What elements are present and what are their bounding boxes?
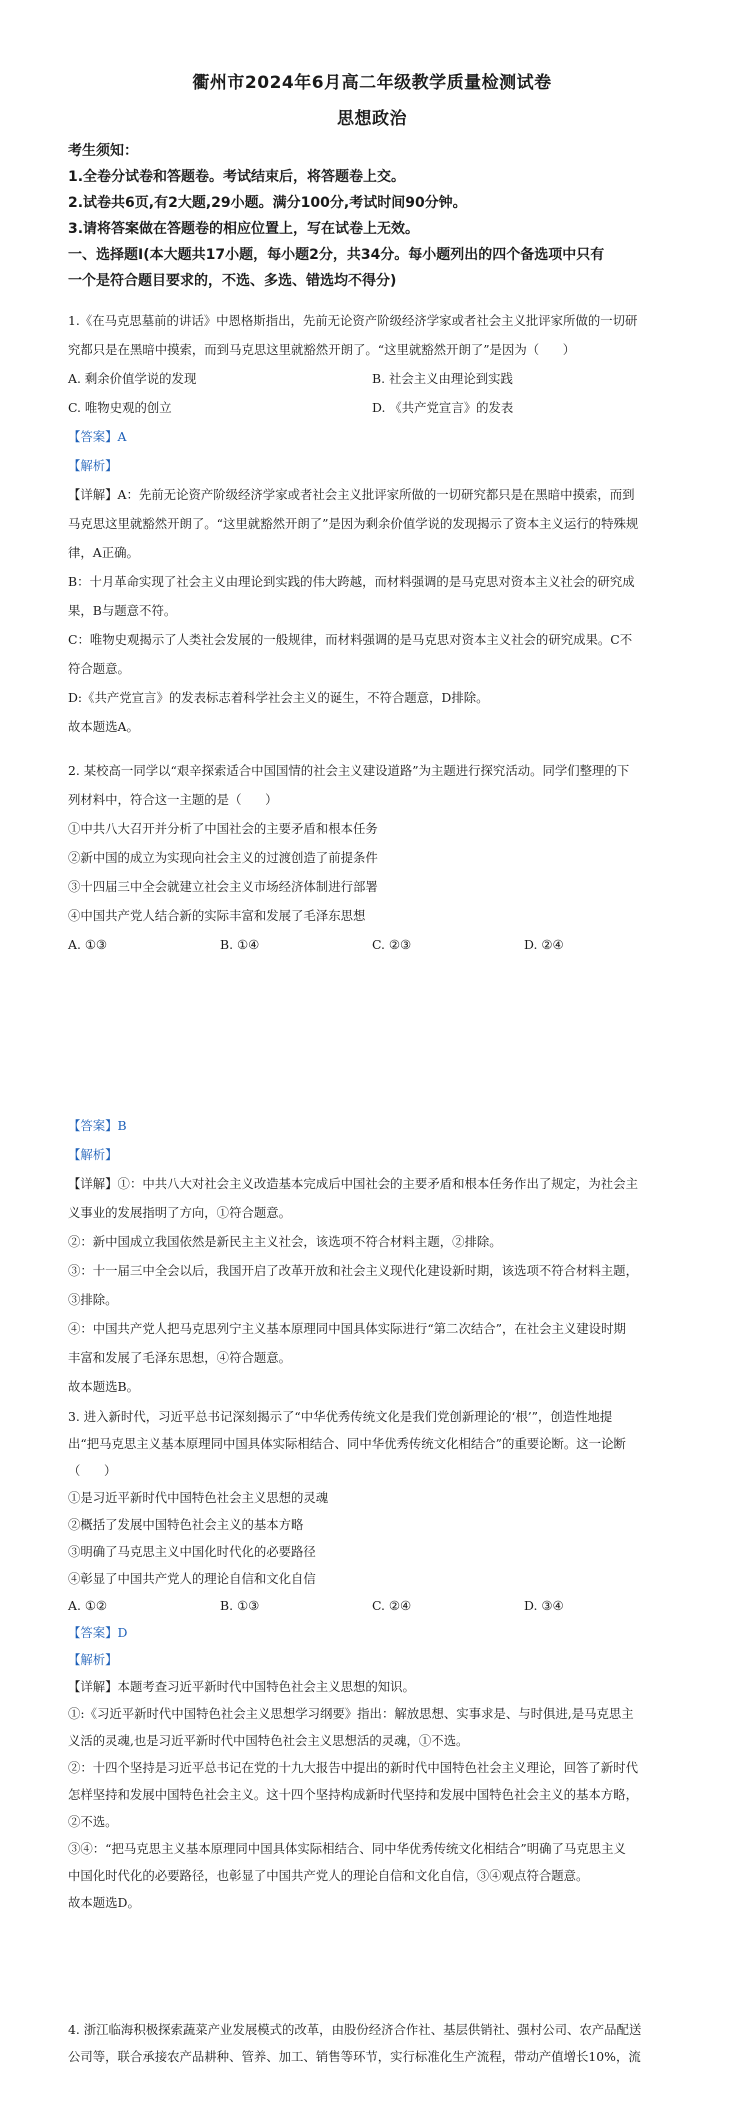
answer-tag: 【答案】B: [68, 1118, 127, 1133]
explanation-line: 丰富和发展了毛泽东思想，④符合题意。: [68, 1350, 292, 1365]
explanation-line: 故本题选B。: [68, 1379, 140, 1394]
explanation-line: ①:《习近平新时代中国特色社会主义思想学习纲要》指出：解放思想、实事求是、与时俱进,是马克思主: [68, 1706, 634, 1721]
explanation-line: ④：中国共产党人把马克思列宁主义基本原理同中国具体实际进行“第二次结合”，在社会主义建设时期: [68, 1321, 626, 1336]
section-heading: 一个是符合题目要求的，不选、多选、错选均不得分): [68, 273, 397, 289]
section-heading: 一、选择题Ⅰ(本大题共17小题，每小题2分，共34分。每小题列出的四个备选项中只有: [68, 247, 605, 263]
analysis-tag: 【解析】: [68, 458, 118, 473]
explanation-line: ②：新中国成立我国依然是新民主主义社会，该选项不符合材料主题，②排除。: [68, 1234, 502, 1249]
question-stem: 2. 某校高一同学以“艰辛探索适合中国国情的社会主义建设道路”为主题进行探究活动。同学们整理的下: [68, 763, 630, 778]
option-b: B. ①③: [220, 1598, 260, 1613]
statement-item: ④中国共产党人结合新的实际丰富和发展了毛泽东思想: [68, 908, 366, 923]
explanation-line: ②不选。: [68, 1814, 118, 1829]
option-d: D. ②④: [524, 937, 564, 952]
explanation-line: 【详解】①：中共八大对社会主义改造基本完成后中国社会的主要矛盾和根本任务作出了规定，为社会主: [68, 1176, 638, 1191]
explanation-line: 故本题选D。: [68, 1895, 140, 1910]
explanation-line: D:《共产党宣言》的发表标志着科学社会主义的诞生，不符合题意，D排除。: [68, 690, 489, 705]
options-row: [68, 364, 676, 393]
explanation-line: 【详解】本题考查习近平新时代中国特色社会主义思想的知识。: [68, 1679, 415, 1694]
statement-item: ①中共八大召开并分析了中国社会的主要矛盾和根本任务: [68, 821, 378, 836]
explanation-line: 符合题意。: [68, 661, 130, 676]
question-stem: 列材料中，符合这一主题的是（ ）: [68, 792, 278, 807]
question-stem: 究都只是在黑暗中摸索，而到马克思这里就豁然开朗了。“这里就豁然开朗了”是因为（ ）: [68, 342, 576, 357]
question-3: [68, 1403, 676, 1916]
statement-item: ①是习近平新时代中国特色社会主义思想的灵魂: [68, 1490, 329, 1505]
analysis-tag: 【解析】: [68, 1147, 118, 1162]
question-stem: 1.《在马克思墓前的讲话》中恩格斯指出，先前无论资产阶级经济学家或者社会主义批评家所做的一切研: [68, 313, 638, 328]
option-b: B. 社会主义由理论到实践: [372, 371, 513, 386]
statement-item: ③明确了马克思主义中国化时代化的必要路径: [68, 1544, 316, 1559]
explanation-line: 马克思这里就豁然开朗了。“这里就豁然开朗了”是因为剩余价值学说的发现揭示了资本主义运行的特殊规: [68, 516, 639, 531]
options-row: [68, 930, 676, 959]
explanation-line: 义事业的发展指明了方向，①符合题意。: [68, 1205, 292, 1220]
question-1: [68, 306, 676, 741]
explanation-line: 【详解】A：先前无论资产阶级经济学家或者社会主义批评家所做的一切研究都只是在黑暗中摸索，而到: [68, 487, 635, 502]
explanation-line: 故本题选A。: [68, 719, 139, 734]
answer-tag: 【答案】D: [68, 1625, 128, 1640]
statement-item: ③十四届三中全会就建立社会主义市场经济体制进行部署: [68, 879, 378, 894]
explanation-line: ③④：“把马克思主义基本原理同中国具体实际相结合、同中华优秀传统文化相结合”明确了马克思主义: [68, 1841, 626, 1856]
explanation-line: 果，B与题意不符。: [68, 603, 177, 618]
option-d: D. 《共产党宣言》的发表: [372, 400, 514, 415]
notice-heading: 考生须知：: [68, 143, 138, 159]
question-4: [68, 2016, 676, 2070]
options-row: [68, 393, 676, 422]
question-stem: 4. 浙江临海积极探索蔬菜产业发展模式的改革，由股份经济合作社、基层供销社、强村公司、农产品配送: [68, 2022, 642, 2037]
explanation-line: 律，A正确。: [68, 545, 139, 560]
statement-item: ②概括了发展中国特色社会主义的基本方略: [68, 1517, 304, 1532]
explanation-line: ③：十一届三中全会以后，我国开启了改革开放和社会主义现代化建设新时期，该选项不符合材料主题，: [68, 1263, 638, 1278]
explanation-line: 怎样坚持和发展中国特色社会主义。这十四个坚持构成新时代坚持和发展中国特色社会主义的基本方略，: [68, 1787, 638, 1802]
option-b: B. ①④: [220, 937, 260, 952]
notice-item: 1.全卷分试卷和答题卷。考试结束后，将答题卷上交。: [68, 169, 406, 185]
question-stem: （ ）: [68, 1463, 117, 1478]
options-row: [68, 1592, 676, 1619]
statement-item: ②新中国的成立为实现向社会主义的过渡创造了前提条件: [68, 850, 378, 865]
explanation-line: 义活的灵魂,也是习近平新时代中国特色社会主义思想活的灵魂，①不选。: [68, 1733, 469, 1748]
option-a: A. ①②: [68, 1598, 108, 1613]
question-2-solution: [68, 1111, 676, 1401]
explanation-line: ③排除。: [68, 1292, 118, 1307]
notice-item: 2.试卷共6页,有2大题,29小题。满分100分,考试时间90分钟。: [68, 195, 467, 211]
question-2: [68, 756, 676, 959]
answer-tag: 【答案】A: [68, 429, 127, 444]
option-c: C. ②④: [372, 1598, 412, 1613]
option-a: A. ①③: [68, 937, 108, 952]
exam-title: 衢州市2024年6月高二年级教学质量检测试卷: [192, 73, 552, 93]
explanation-line: ②：十四个坚持是习近平总书记在党的十九大报告中提出的新时代中国特色社会主义理论，回答了新时代: [68, 1760, 638, 1775]
question-stem: 出“把马克思主义基本原理同中国具体实际相结合、同中华优秀传统文化相结合”的重要论断。这一论断: [68, 1436, 626, 1451]
question-stem: 公司等，联合承接农产品耕种、管养、加工、销售等环节，实行标准化生产流程，带动产值增长10%，流: [68, 2049, 641, 2064]
option-a: A. 剩余价值学说的发现: [68, 371, 197, 386]
notice-section: [68, 138, 676, 294]
explanation-line: B：十月革命实现了社会主义由理论到实践的伟大跨越，而材料强调的是马克思对资本主义社会的研究成: [68, 574, 635, 589]
option-c: C. 唯物史观的创立: [68, 400, 172, 415]
explanation-line: 中国化时代化的必要路径，也彰显了中国共产党人的理论自信和文化自信，③④观点符合题意。: [68, 1868, 589, 1883]
explanation-line: C：唯物史观揭示了人类社会发展的一般规律，而材料强调的是马克思对资本主义社会的研究成果。C不: [68, 632, 633, 647]
question-stem: 3. 进入新时代，习近平总书记深刻揭示了“中华优秀传统文化是我们党创新理论的‘根’”，创造性地提: [68, 1409, 613, 1424]
exam-subject: 思想政治: [337, 109, 407, 129]
option-c: C. ②③: [372, 937, 412, 952]
analysis-tag: 【解析】: [68, 1652, 118, 1667]
notice-item: 3.请将答案做在答题卷的相应位置上，写在试卷上无效。: [68, 221, 420, 237]
statement-item: ④彰显了中国共产党人的理论自信和文化自信: [68, 1571, 316, 1586]
option-d: D. ③④: [524, 1598, 564, 1613]
